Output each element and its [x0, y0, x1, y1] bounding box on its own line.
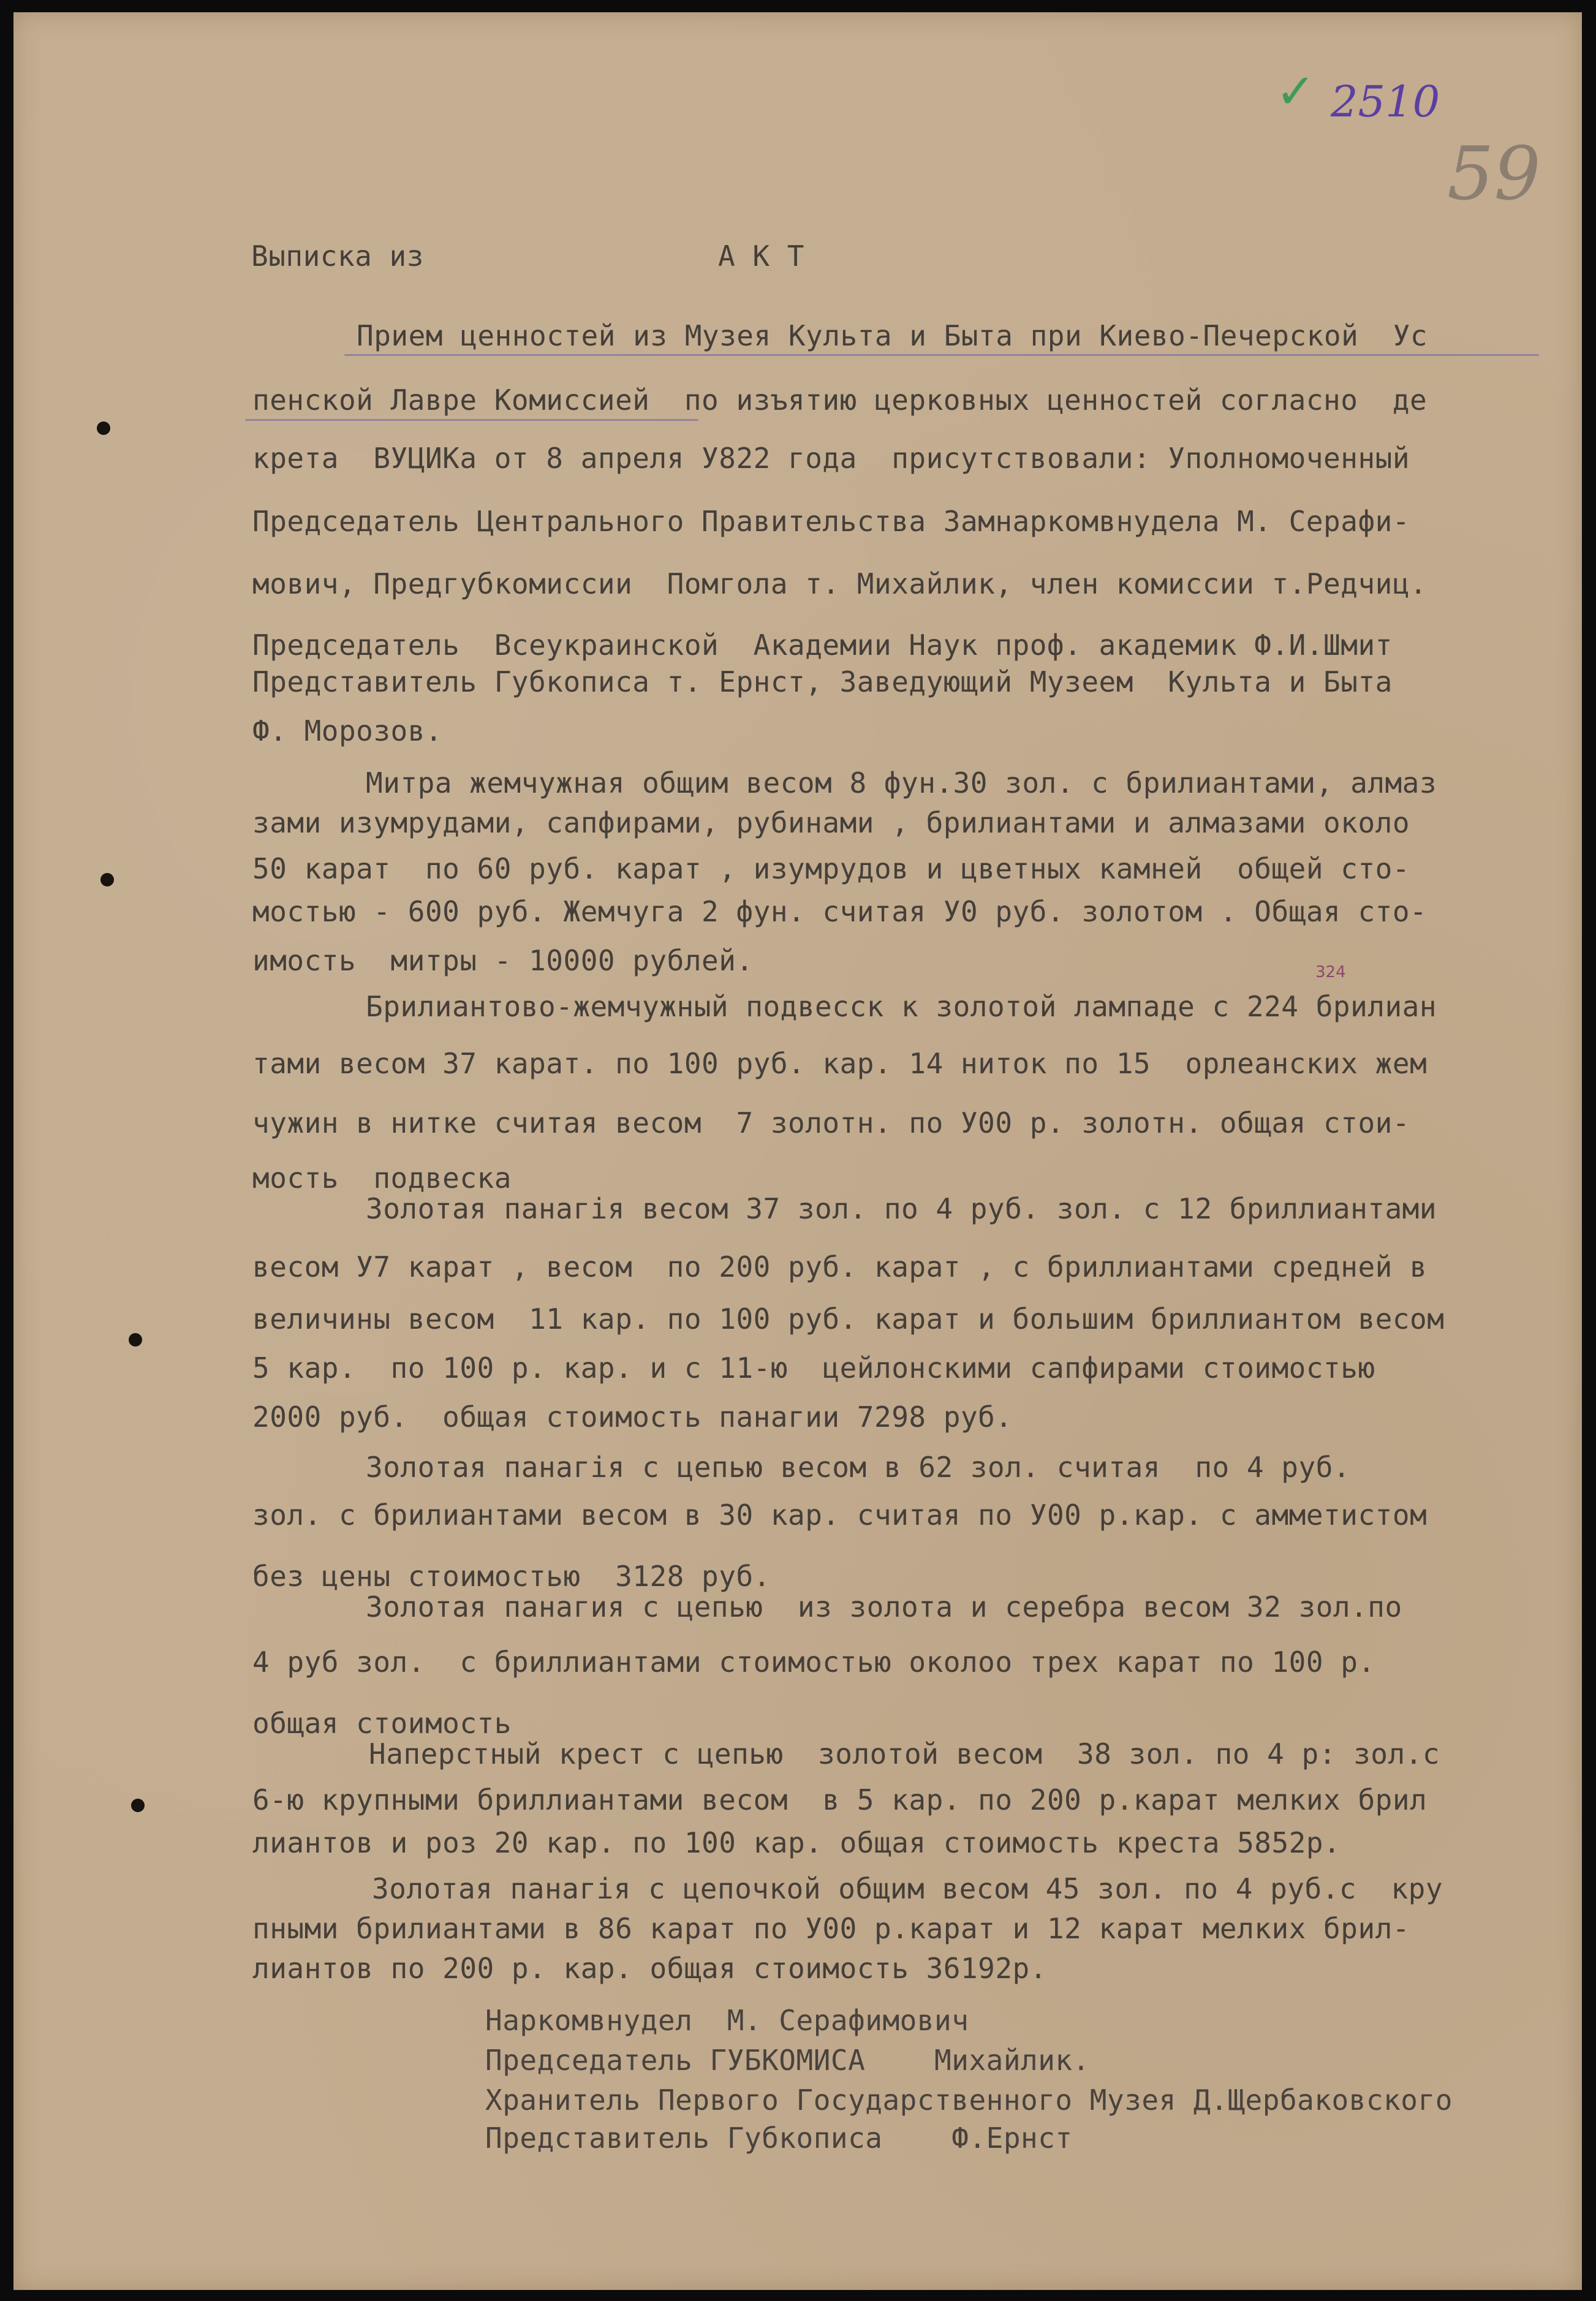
document-title: А К Т — [718, 240, 804, 273]
text-line: Митра жемчужная общим весом 8 фун.30 зол. с брилиантами, алмаз — [366, 766, 1437, 799]
text-line: Председатель Всеукраинской Академии Наук проф. академик Ф.И.Шмит — [252, 629, 1393, 662]
signature-line: Наркомвнудел М. Серафимович — [485, 2004, 969, 2037]
text-line: Золотая панагія с цепью весом в 62 зол. считая по 4 руб. — [366, 1451, 1351, 1484]
signature-line: Хранитель Первого Государственного Музея Д.Щербаковского — [485, 2084, 1453, 2117]
text-line: Председатель Центрального Правительства Замнаркомвнудела М. Серафи- — [252, 505, 1410, 538]
text-line: 2000 руб. общая стоимость панагии 7298 руб. — [252, 1400, 1013, 1434]
check-mark: ✓ — [1276, 64, 1316, 119]
text-line: чужин в нитке считая весом 7 золотн. по У00 р. золотн. общая стои- — [252, 1106, 1410, 1139]
text-line: мостью - 600 руб. Жемчуга 2 фун. считая У0 руб. золотом . Общая сто- — [252, 895, 1428, 928]
text-line: крета ВУЦИКа от 8 апреля У822 года присутствовали: Уполномоченный — [252, 442, 1410, 475]
text-line: имость митры - 10000 рублей. — [252, 944, 754, 977]
archive-number: 2510 — [1331, 77, 1440, 127]
text-line: тами весом 37 карат. по 100 руб. кар. 14 ниток по 15 орлеанских жем — [252, 1047, 1428, 1080]
text-line: Наперстный крест с цепью золотой весом 38 зол. по 4 р: зол.с — [369, 1737, 1440, 1770]
document-sheet — [13, 12, 1582, 2290]
text-line: мость подвеска — [252, 1162, 512, 1195]
text-line: Ф. Морозов. — [252, 714, 443, 747]
page-number: 59 — [1447, 132, 1541, 217]
handwritten-correction: 324 — [1315, 963, 1346, 981]
text-line: Золотая панагия с цепью из золота и серебра весом 32 зол.по — [366, 1590, 1402, 1623]
text-line: зол. с брилиантами весом в 30 кар. считая по У00 р.кар. с амметистом — [252, 1498, 1428, 1532]
pencil-underline — [245, 419, 698, 421]
text-line: Золотая панагія весом 37 зол. по 4 руб. зол. с 12 бриллиантами — [366, 1192, 1437, 1225]
pencil-underline — [344, 354, 1539, 356]
punch-hole-1 — [97, 421, 110, 435]
text-line: лиантов и роз 20 кар. по 100 кар. общая стоимость креста 5852р. — [252, 1826, 1341, 1859]
text-line: мович, Предгубкомиссии Помгола т. Михайлик, член комиссии т.Редчиц. — [252, 567, 1428, 600]
text-line: Брилиантово-жемчужный подвесск к золотой лампаде с 224 брилиан — [366, 990, 1437, 1023]
text-line: Представитель Губкописа т. Ернст, Заведующий Музеем Культа и Быта — [252, 665, 1393, 698]
text-line: весом У7 карат , весом по 200 руб. карат , с бриллиантами средней в — [252, 1250, 1428, 1283]
text-line: Прием ценностей из Музея Культа и Быта при Киево-Печерской Ус — [357, 319, 1428, 352]
text-line: 6-ю крупными бриллиантами весом в 5 кар. по 200 р.карат мелких брил — [252, 1783, 1428, 1816]
text-line: 4 руб зол. с бриллиантами стоимостью околоо трех карат по 100 р. — [252, 1645, 1375, 1679]
signature-line: Представитель Губкописа Ф.Ернст — [485, 2122, 1073, 2155]
text-line: без цены стоимостью 3128 руб. — [252, 1560, 771, 1593]
text-line: Золотая панагія с цепочкой общим весом 45 зол. по 4 руб.с кру — [372, 1872, 1443, 1905]
punch-hole-4 — [131, 1799, 145, 1812]
text-line: зами изумрудами, сапфирами, рубинами , брилиантами и алмазами около — [252, 806, 1410, 839]
punch-hole-2 — [100, 873, 114, 886]
header-prefix: Выписка из — [251, 240, 424, 273]
text-line: пенской Лавре Комиссией по изъятию церковных ценностей согласно де — [252, 384, 1428, 417]
text-line: 50 карат по 60 руб. карат , изумрудов и цветных камней общей сто- — [252, 852, 1410, 885]
text-line: лиантов по 200 р. кар. общая стоимость 36192р. — [252, 1952, 1047, 1985]
text-line: величины весом 11 кар. по 100 руб. карат и большим бриллиантом весом — [252, 1302, 1445, 1336]
signature-line: Председатель ГУБКОМИСА Михайлик. — [485, 2044, 1090, 2077]
text-line: пными брилиантами в 86 карат по У00 р.карат и 12 карат мелких брил- — [252, 1912, 1410, 1945]
text-line: общая стоимость — [252, 1707, 512, 1740]
punch-hole-3 — [129, 1333, 142, 1347]
text-line: 5 кар. по 100 р. кар. и с 11-ю цейлонскими сапфирами стоимостью — [252, 1351, 1375, 1385]
